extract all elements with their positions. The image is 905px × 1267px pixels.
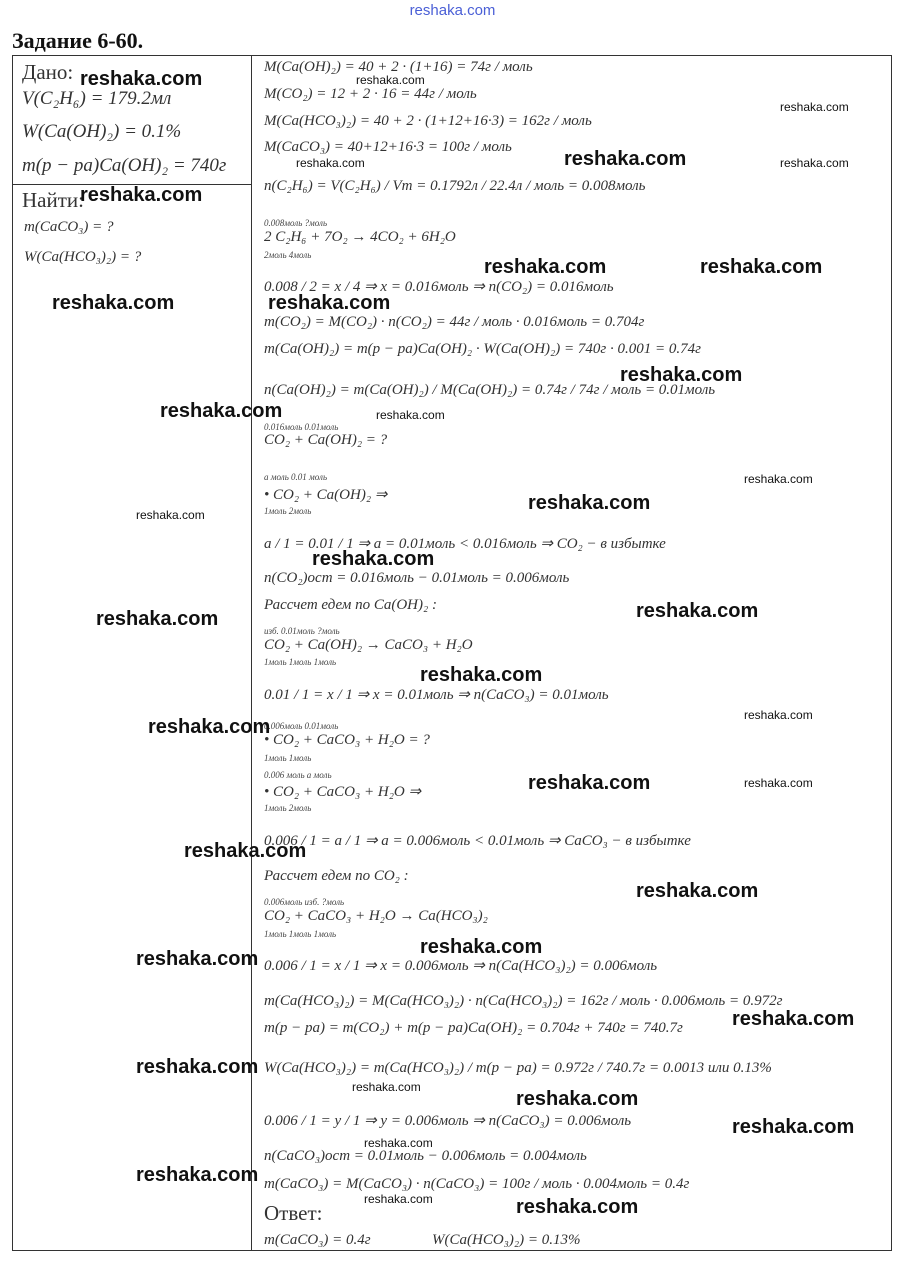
watermark: reshaka.com (744, 472, 813, 486)
watermark: reshaka.com (516, 1196, 639, 1218)
given-heading: Дано: (22, 60, 74, 84)
watermark: reshaka.com (312, 548, 435, 570)
watermark: reshaka.com (636, 880, 759, 902)
watermark: reshaka.com (700, 256, 823, 278)
watermark: reshaka.com (136, 1164, 259, 1186)
solution-annotation: 0.008моль ?моль (264, 218, 328, 228)
solution-line: 2 C₂H₆ + 7O₂ → 4CO₂ + 6H₂O (264, 229, 456, 245)
watermark: reshaka.com (420, 664, 543, 686)
solution-line: Рассчет едем по Ca(OH)₂ : (264, 597, 437, 613)
solution-line: 0.006 / 1 = a / 1 ⇒ a = 0.006моль < 0.01моль ⇒ CaCO₃ − в избытке (264, 833, 691, 849)
answer-heading: Ответ: (264, 1201, 323, 1225)
site-header-link[interactable]: reshaka.com (409, 2, 496, 19)
watermark: reshaka.com (136, 508, 205, 522)
watermark: reshaka.com (356, 73, 425, 87)
solution-line: 0.006 / 1 = x / 1 ⇒ x = 0.006моль ⇒ n(Ca(HCO₃)₂) = 0.006моль (264, 958, 658, 974)
solution-annotation: 0.006 моль а моль (264, 770, 332, 780)
watermark: reshaka.com (732, 1008, 855, 1030)
watermark: reshaka.com (744, 708, 813, 722)
solution-annotation: 1моль 1моль 1моль (264, 929, 337, 939)
find-heading: Найти: (22, 188, 84, 212)
task-title: Задание 6-60. (12, 28, 144, 53)
solution-annotation: изб. 0.01моль ?моль (264, 626, 340, 636)
solution-line: M(Ca(OH)₂) = 40 + 2 · (1+16) = 74г / моль (264, 59, 533, 75)
solution-annotation: 1моль 2моль (264, 506, 312, 516)
watermark: reshaka.com (160, 400, 283, 422)
solution-line: M(Ca(HCO₃)₂) = 40 + 2 · (1+12+16·3) = 162г / моль (264, 113, 592, 129)
watermark: reshaka.com (268, 292, 391, 314)
solution-line: a / 1 = 0.01 / 1 ⇒ a = 0.01моль < 0.016моль ⇒ CO₂ − в избытке (264, 536, 666, 552)
solution-line: 0.006 / 1 = y / 1 ⇒ y = 0.006моль ⇒ n(CaCO₃) = 0.006моль (264, 1113, 632, 1129)
solution-line: M(CO₂) = 12 + 2 · 16 = 44г / моль (264, 86, 477, 102)
find-fraction-cahco3: W(Ca(HCO₃)₂) = ? (24, 249, 142, 265)
solution-annotation: 0.006моль 0.01моль (264, 721, 339, 731)
solution-annotation: а моль 0.01 моль (264, 472, 328, 482)
watermark: reshaka.com (136, 948, 259, 970)
solution-line: Рассчет едем по CO₂ : (264, 868, 409, 884)
watermark: reshaka.com (420, 936, 543, 958)
solution-annotation: 2моль 4моль (264, 250, 312, 260)
solution-line: M(CaCO₃) = 40+12+16·3 = 100г / моль (264, 139, 512, 155)
watermark: reshaka.com (516, 1088, 639, 1110)
solution-line: n(CaCO₃)ост = 0.01моль − 0.006моль = 0.004моль (264, 1148, 587, 1164)
solution-line: n(CO₂)ост = 0.016моль − 0.01моль = 0.006моль (264, 570, 570, 586)
solution-line: • CO₂ + CaCO₃ + H₂O ⇒ (264, 784, 422, 800)
watermark: reshaka.com (296, 156, 365, 170)
watermark: reshaka.com (80, 184, 203, 206)
solution-line: CO₂ + CaCO₃ + H₂O → Ca(HCO₃)₂ (264, 908, 488, 924)
watermark: reshaka.com (80, 68, 203, 90)
watermark: reshaka.com (780, 100, 849, 114)
watermark: reshaka.com (96, 608, 219, 630)
solution-line: m(Ca(OH)₂) = m(p − pa)Ca(OH)₂ · W(Ca(OH)₂) = 740г · 0.001 = 0.74г (264, 341, 701, 357)
watermark: reshaka.com (484, 256, 607, 278)
watermark: reshaka.com (376, 408, 445, 422)
given-solution-mass: m(p − pa)Ca(OH)₂ = 740г (22, 155, 227, 176)
watermark: reshaka.com (564, 148, 687, 170)
solution-line: CO₂ + Ca(OH)₂ → CaCO₃ + H₂O (264, 637, 473, 653)
solution-annotation: 0.016моль 0.01моль (264, 422, 339, 432)
solution-annotation: 1моль 1моль (264, 753, 312, 763)
watermark: reshaka.com (620, 364, 743, 386)
solution-annotation: 0.006моль изб. ?моль (264, 897, 345, 907)
solution-line: n(C₂H₆) = V(C₂H₆) / Vm = 0.1792л / 22.4л / моль = 0.008моль (264, 178, 646, 194)
watermark: reshaka.com (528, 772, 651, 794)
watermark: reshaka.com (744, 776, 813, 790)
watermark: reshaka.com (364, 1136, 433, 1150)
solution-line: m(CaCO₃) = M(CaCO₃) · n(CaCO₃) = 100г / моль · 0.004моль = 0.4г (264, 1176, 690, 1192)
watermark: reshaka.com (528, 492, 651, 514)
solution-line: CO₂ + Ca(OH)₂ = ? (264, 432, 388, 448)
solution-annotation: 1моль 2моль (264, 803, 312, 813)
find-mass-caco3: m(CaCO₃) = ? (24, 219, 114, 235)
watermark: reshaka.com (148, 716, 271, 738)
solution-line: 0.008 / 2 = x / 4 ⇒ x = 0.016моль ⇒ n(CO₂) = 0.016моль (264, 279, 614, 295)
answer-fraction-cahco3: W(Ca(HCO₃)₂) = 0.13% (432, 1232, 581, 1248)
solution-line: m(CO₂) = M(CO₂) · n(CO₂) = 44г / моль · 0.016моль = 0.704г (264, 314, 645, 330)
given-volume: V(C₂H₆) = 179.2мл (22, 88, 172, 109)
solution-line: W(Ca(HCO₃)₂) = m(Ca(HCO₃)₂) / m(p − pa) = 0.972г / 740.7г = 0.0013 или 0.13% (264, 1060, 772, 1076)
watermark: reshaka.com (732, 1116, 855, 1138)
watermark: reshaka.com (52, 292, 175, 314)
solution-line: n(Ca(OH)₂) = m(Ca(OH)₂) / M(Ca(OH)₂) = 0.74г / 74г / моль = 0.01моль (264, 382, 716, 398)
solution-line: m(Ca(HCO₃)₂) = M(Ca(HCO₃)₂) · n(Ca(HCO₃)₂) = 162г / моль · 0.006моль = 0.972г (264, 993, 783, 1009)
solution-line: • CO₂ + CaCO₃ + H₂O = ? (264, 732, 430, 748)
watermark: reshaka.com (364, 1192, 433, 1206)
given-mass-fraction: W(Ca(OH)₂) = 0.1% (22, 121, 182, 142)
solution-annotation: 1моль 1моль 1моль (264, 657, 337, 667)
solution-line: • CO₂ + Ca(OH)₂ ⇒ (264, 487, 388, 503)
solution-line: m(p − pa) = m(CO₂) + m(p − pa)Ca(OH)₂ = 0.704г + 740г = 740.7г (264, 1020, 683, 1036)
watermark: reshaka.com (184, 840, 307, 862)
watermark: reshaka.com (780, 156, 849, 170)
watermark: reshaka.com (352, 1080, 421, 1094)
watermark: reshaka.com (636, 600, 759, 622)
answer-mass-caco3: m(CaCO₃) = 0.4г (264, 1232, 371, 1248)
watermark: reshaka.com (136, 1056, 259, 1078)
solution-line: 0.01 / 1 = x / 1 ⇒ x = 0.01моль ⇒ n(CaCO₃) = 0.01моль (264, 687, 609, 703)
